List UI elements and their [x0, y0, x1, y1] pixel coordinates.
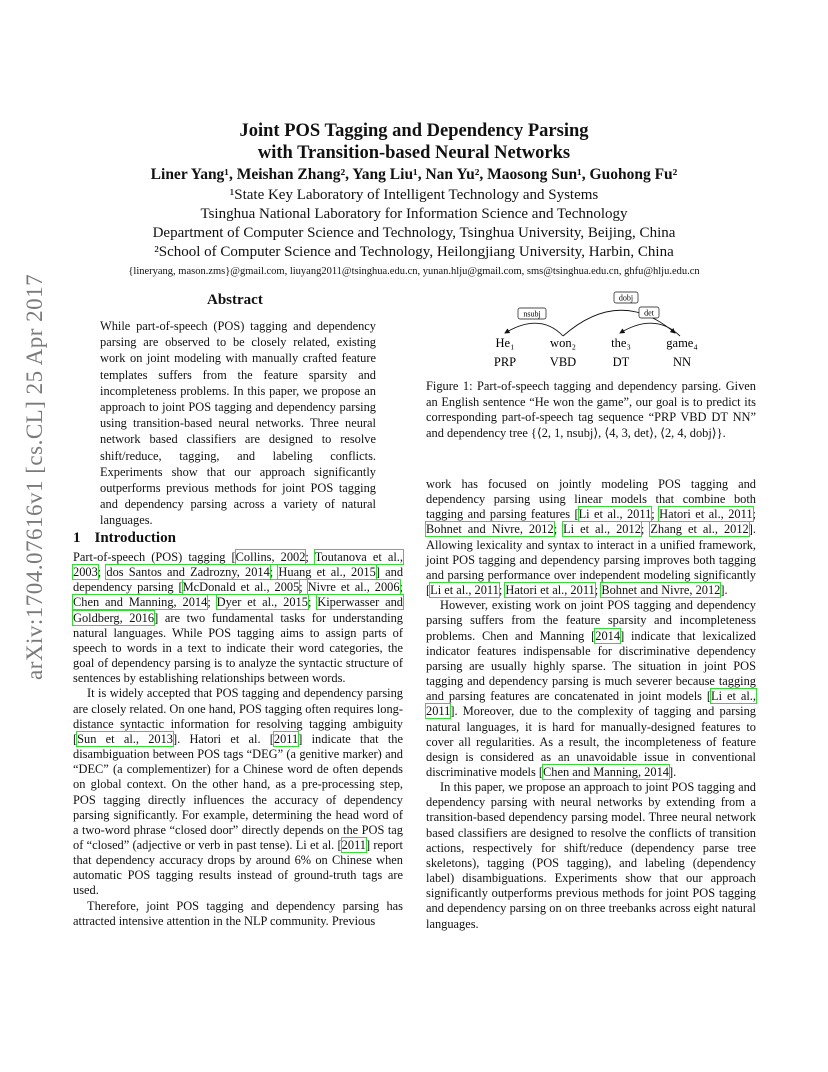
paragraph	[73, 550, 403, 686]
paragraph-text: ;	[594, 583, 602, 598]
paragraph-text: ].	[668, 764, 677, 779]
affiliation-1: ¹State Key Laboratory of Intelligent Technology and Systems	[229, 187, 599, 203]
citation-link[interactable]: Kiperwasser and Goldberg, 2016	[73, 595, 403, 625]
dependency-tree-figure	[470, 286, 730, 372]
paragraph-text: It is widely accepted that POS tagging and dependency parsing are closely related. On one hand, POS tagging often requires long-distance syntactic information for resolving tagging ambiguity [	[73, 686, 403, 746]
title-line-1: Joint POS Tagging and Dependency Parsing	[239, 121, 589, 141]
email-list: {lineryang, mason.zms}@gmail.com, liuyang2011@tsinghua.edu.cn, yunan.hlju@gmail.com, sms@tsinghua.edu.cn, ghfu@hlju.edu.cn	[128, 266, 700, 277]
citation-link[interactable]: Hatori et al., 2011	[659, 507, 753, 522]
word-won: won₂	[550, 336, 576, 350]
paragraph-text: ]. Moreover, due to the complexity of tagging and parsing natural languages, it is hard for manually-designed features to cover all regularities. As a result, the incompleteness of feature design is considered as an unavoidable issue in conventional discriminative models [	[426, 704, 756, 779]
paragraph-text: ]. Allowing lexicality and syntax to interact in a unified framework, joint POS tagging and dependency parsing improves both tagging and parsing performance over independent modeling significantly [	[426, 522, 756, 598]
citation-link[interactable]: dos Santos and Zadrozny, 2014	[106, 565, 270, 580]
paragraph	[73, 686, 403, 898]
paragraph-text: ] and dependency parsing [	[73, 565, 404, 595]
citation-link[interactable]: 2011	[273, 731, 299, 746]
paragraph-text: ;	[651, 507, 660, 522]
citation-link[interactable]: Chen and Manning, 2014	[73, 595, 208, 610]
section-number: 1	[73, 530, 81, 546]
right-column-text	[426, 477, 756, 932]
paragraph-text: ;	[399, 580, 403, 595]
paragraph	[426, 598, 756, 780]
section-heading-introduction	[73, 530, 176, 547]
citation-link[interactable]: Chen and Manning, 2014	[543, 764, 669, 779]
arc-nsubj	[505, 323, 563, 336]
author-list: Liner Yang¹, Meishan Zhang², Yang Liu¹, Nan Yu², Maosong Sun¹, Guohong Fu²	[150, 166, 678, 183]
paragraph	[426, 477, 756, 598]
citation-link[interactable]: Li et al., 2011	[426, 689, 756, 719]
paragraph-text: ]. Hatori et al. [	[172, 731, 274, 746]
paragraph-text: work has focused on jointly modeling POS tagging and dependency parsing using linear models that combine both tagging and parsing features [	[426, 477, 756, 522]
label-dobj: dobj	[618, 293, 634, 303]
paragraph-text: Part-of-speech (POS) tagging [	[73, 550, 236, 564]
label-nsubj: nsubj	[523, 309, 541, 319]
paragraph-text: ;	[269, 565, 279, 580]
citation-link[interactable]: Bohnet and Nivre, 2012	[426, 522, 554, 537]
left-column-text	[73, 550, 403, 929]
citation-link[interactable]: 2011	[341, 837, 366, 852]
citation-link[interactable]: Li et al., 2012	[563, 522, 641, 537]
abstract-body: While part-of-speech (POS) tagging and dependency parsing are observed to be closely related, existing work on joint modeling with manually crafted feature templates suffers from the feature sparsity and incompleteness problems. In this paper, we propose an approach to joint POS tagging and dependency parsing using transition-based neural networks. Three neural network based classifiers are designed to resolve shift/reduce, tagging, and labeling conflicts. Experiments show that our approach significantly outperforms previous methods for joint POS tagging and dependency parsing across a variety of natural languages.	[100, 319, 376, 528]
paragraph	[426, 780, 756, 932]
affiliation-4: ²School of Computer Science and Technology, Heilongjiang University, Harbin, China	[154, 244, 674, 260]
paragraph-text: ] indicate that the disambiguation between POS tags “DEG” (a genitive marker) and “DEC” (a complementizer) for a Chinese word de often depends on global context. On the other hand, as a pre-processing step, POS tagging directly influences the accuracy of dependency parsing significantly. For example, determining the head word of a two-word phrase “closed door” directly depends on the POS tag of “closed” (adjective or verb in past tense). Li et al. [	[73, 731, 403, 852]
citation-link[interactable]: Huang et al., 2015	[278, 565, 376, 580]
affiliation-3: Department of Computer Science and Technology, Tsinghua University, Beijing, China	[152, 225, 676, 241]
tag-dt: DT	[612, 355, 630, 369]
paragraph-text: ;	[752, 507, 756, 522]
paragraph-text: ;	[553, 522, 564, 537]
paragraph-text: ;	[305, 550, 315, 564]
citation-link[interactable]: Toutanova et al., 2003	[73, 550, 403, 580]
citation-link[interactable]: Zhang et al., 2012	[650, 522, 749, 537]
citation-link[interactable]: Collins, 2002	[235, 550, 306, 564]
paragraph-text: ] report that dependency accuracy drops by around 6% on Chinese when automatic POS tagging results instead of ground-truth tags are used.	[73, 837, 403, 898]
figure-caption: Figure 1: Part-of-speech tagging and dependency parsing. Given an English sentence “He won the game”, our goal is to predict its corresponding part-of-speech tag sequence “PRP VBD DT NN” and dependency tree {⟨2, 1, nsubj⟩, ⟨4, 3, det⟩, ⟨2, 4, dobj⟩}.	[426, 379, 756, 440]
paragraph	[73, 899, 403, 929]
paragraph-text: ;	[307, 595, 318, 610]
word-the: the₃	[611, 336, 631, 350]
paragraph-text: Therefore, joint POS tagging and dependency parsing has attracted intensive attention in the NLP community. Previous	[73, 898, 403, 928]
citation-link[interactable]: 2014	[595, 628, 621, 643]
paper-title	[0, 120, 828, 164]
paragraph-text: ] indicate that lexicalized indicator features indispensable for discriminative dependency parsing are usually highly sparse. The situation in joint POS tagging and dependency parsing is much severer because tagging and parsing features are concatenated in joint models [	[426, 628, 757, 704]
paragraph-text: ;	[207, 595, 217, 610]
paragraph-text: ;	[299, 580, 308, 595]
citation-link[interactable]: McDonald et al., 2005	[182, 580, 300, 595]
citation-link[interactable]: Sun et al., 2013	[77, 731, 173, 746]
citation-link[interactable]: Bohnet and Nivre, 2012	[601, 583, 721, 598]
word-he: He₁	[495, 336, 515, 350]
paragraph-text: ;	[640, 522, 651, 537]
paragraph-text: In this paper, we propose an approach to joint POS tagging and dependency parsing with neural networks by extending from a transition-based dependency parsing model. Three neural network based classifiers are designed to resolve the conflicts of transition actions, respectively for shift/reduce (dependency parse tree skeletons), tagging (POS tagging), and labeling (dependency label) disambiguations. Experiments show that our approach significantly outperforms previous methods for joint POS tagging and dependency parsing on on three treebanks across eight natural languages.	[426, 780, 756, 931]
tag-nn: NN	[672, 355, 692, 369]
label-det: det	[644, 308, 654, 318]
arxiv-identifier: arXiv:1704.07616v1 [cs.CL] 25 Apr 2017	[22, 273, 47, 680]
tag-prp: PRP	[493, 355, 517, 369]
title-line-2: with Transition-based Neural Networks	[257, 143, 571, 163]
citation-link[interactable]: Dyer et al., 2015	[216, 595, 308, 610]
paragraph-text: ;	[97, 565, 107, 580]
paragraph-text: ;	[498, 583, 506, 598]
word-game: game₄	[666, 336, 698, 350]
tag-vbd: VBD	[549, 355, 577, 369]
citation-link[interactable]: Li et al., 2011	[578, 507, 652, 522]
paragraph-text: ] are two fundamental tasks for understanding natural languages. While POS tagging aims to assign parts of speech to words in a text to indicate their word categories, the goal of dependency parsing is to analyze the syntactic structure of sentences by establishing relationships between words.	[73, 610, 403, 686]
paragraph-text: However, existing work on joint POS tagging and dependency parsing suffers from the feature sparsity and incompleteness problems. Chen and Manning [	[426, 598, 756, 643]
affiliation-2: Tsinghua National Laboratory for Information Science and Technology	[200, 206, 628, 222]
section-title: Introduction	[94, 530, 176, 546]
paragraph-text: ].	[720, 583, 728, 598]
citation-link[interactable]: Li et al., 2011	[430, 583, 499, 598]
citation-link[interactable]: Nivre et al., 2006	[307, 580, 400, 595]
abstract-heading: Abstract	[207, 292, 263, 308]
citation-link[interactable]: Hatori et al., 2011	[505, 583, 595, 598]
